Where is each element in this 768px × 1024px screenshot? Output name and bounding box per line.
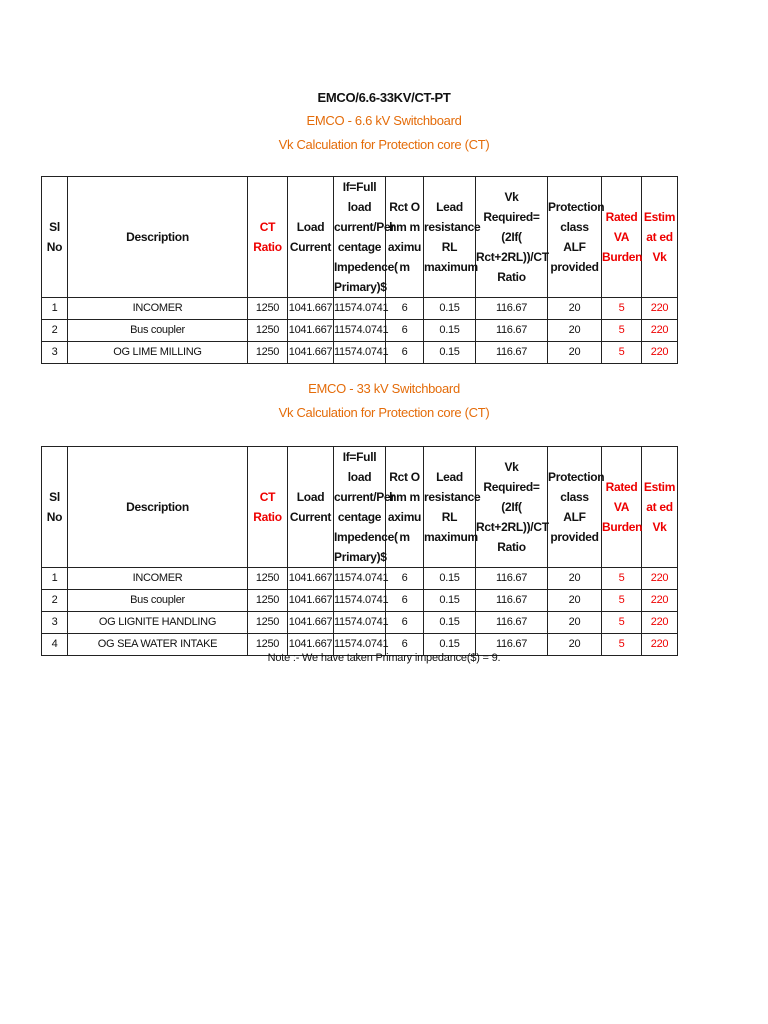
cell-full-load-current: 11574.0741 [334,568,386,590]
cell-rated-va-burden: 5 [602,342,642,364]
cell-full-load-current: 11574.0741 [334,634,386,656]
cell-ct-ratio: 1250 [248,568,288,590]
document-heading: EMCO/6.6-33KV/CT-PT [317,90,451,105]
section2-title: EMCO - 33 kV Switchboard [308,381,460,396]
section1-title: EMCO - 6.6 kV Switchboard [306,113,462,128]
cell-protection-class: 20 [548,590,602,612]
cell-lead-resistance: 0.15 [424,590,476,612]
cell-estimated-vk: 220 [642,612,678,634]
cell-rated-va-burden: 5 [602,568,642,590]
cell-full-load-current: 11574.0741 [334,590,386,612]
cell-load-current: 1041.667 [288,298,334,320]
cell-rct-ohm: 6 [386,298,424,320]
col-rated-va-burden: Rated VA Burden [602,447,642,568]
col-protection-class: Protection class ALF provided [548,447,602,568]
cell-vk-required: 116.67 [476,634,548,656]
cell-estimated-vk: 220 [642,568,678,590]
col-ct-ratio: CT Ratio [248,177,288,298]
cell-sl-no: 2 [42,320,68,342]
cell-load-current: 1041.667 [288,590,334,612]
cell-lead-resistance: 0.15 [424,612,476,634]
cell-vk-required: 116.67 [476,320,548,342]
cell-sl-no: 1 [42,298,68,320]
cell-protection-class: 20 [548,342,602,364]
cell-load-current: 1041.667 [288,634,334,656]
cell-protection-class: 20 [548,568,602,590]
col-sl-no: Sl No [42,177,68,298]
cell-estimated-vk: 220 [642,342,678,364]
cell-estimated-vk: 220 [642,634,678,656]
cell-sl-no: 3 [42,342,68,364]
cell-ct-ratio: 1250 [248,590,288,612]
cell-sl-no: 2 [42,590,68,612]
cell-vk-required: 116.67 [476,298,548,320]
table-row [42,590,678,612]
col-lead-resistance: Lead resistance RL maximum [424,177,476,298]
cell-ct-ratio: 1250 [248,320,288,342]
cell-sl-no: 3 [42,612,68,634]
cell-protection-class: 20 [548,298,602,320]
col-protection-class: Protection class ALF provided [548,177,602,298]
col-rct-ohm: Rct Ohm maximu m [386,447,424,568]
col-sl-no: Sl No [42,447,68,568]
cell-description: Bus coupler [68,590,248,612]
cell-description: OG SEA WATER INTAKE [68,634,248,656]
cell-ct-ratio: 1250 [248,612,288,634]
col-load-current: Load Current [288,447,334,568]
col-rct-ohm: Rct Ohm maximu m [386,177,424,298]
section1-subtitle: Vk Calculation for Protection core (CT) [278,137,490,152]
cell-vk-required: 116.67 [476,568,548,590]
table-row [42,298,678,320]
cell-vk-required: 116.67 [476,342,548,364]
table-row [42,342,678,364]
cell-load-current: 1041.667 [288,320,334,342]
col-vk-required: Vk Required=(2If( Rct+2RL))/CT Ratio [476,447,548,568]
cell-rct-ohm: 6 [386,320,424,342]
cell-rated-va-burden: 5 [602,298,642,320]
cell-full-load-current: 11574.0741 [334,612,386,634]
col-estimated-vk: Estimat ed Vk [642,447,678,568]
cell-rated-va-burden: 5 [602,634,642,656]
col-vk-required: Vk Required=(2If( Rct+2RL))/CT Ratio [476,177,548,298]
cell-rct-ohm: 6 [386,590,424,612]
cell-estimated-vk: 220 [642,320,678,342]
table-row [42,612,678,634]
cell-lead-resistance: 0.15 [424,320,476,342]
cell-vk-required: 116.67 [476,590,548,612]
table-row [42,320,678,342]
col-description: Description [68,177,248,298]
cell-full-load-current: 11574.0741 [334,342,386,364]
col-rated-va-burden: Rated VA Burden [602,177,642,298]
table-header-row [42,177,678,298]
cell-rct-ohm: 6 [386,634,424,656]
col-estimated-vk: Estimat ed Vk [642,177,678,298]
cell-load-current: 1041.667 [288,342,334,364]
cell-rated-va-burden: 5 [602,612,642,634]
cell-rct-ohm: 6 [386,342,424,364]
cell-description: OG LIME MILLING [68,342,248,364]
vk-table-33kv [41,446,678,656]
cell-description: Bus coupler [68,320,248,342]
cell-protection-class: 20 [548,612,602,634]
cell-description: INCOMER [68,568,248,590]
impedance-note: Note :- We have taken Primary impedance($) = 9. [267,652,501,664]
col-description: Description [68,447,248,568]
col-load-current: Load Current [288,177,334,298]
col-full-load-current: If=Full load current/Per centage Impedence( Primary)$ [334,447,386,568]
cell-load-current: 1041.667 [288,568,334,590]
cell-rated-va-burden: 5 [602,590,642,612]
section2-subtitle: Vk Calculation for Protection core (CT) [278,405,490,420]
cell-estimated-vk: 220 [642,298,678,320]
cell-estimated-vk: 220 [642,590,678,612]
col-full-load-current: If=Full load current/Per centage Impedence( Primary)$ [334,177,386,298]
cell-description: OG LIGNITE HANDLING [68,612,248,634]
cell-full-load-current: 11574.0741 [334,298,386,320]
cell-description: INCOMER [68,298,248,320]
cell-vk-required: 116.67 [476,612,548,634]
cell-lead-resistance: 0.15 [424,298,476,320]
cell-protection-class: 20 [548,320,602,342]
cell-ct-ratio: 1250 [248,634,288,656]
cell-lead-resistance: 0.15 [424,342,476,364]
cell-protection-class: 20 [548,634,602,656]
cell-sl-no: 4 [42,634,68,656]
col-ct-ratio: CT Ratio [248,447,288,568]
cell-sl-no: 1 [42,568,68,590]
cell-rct-ohm: 6 [386,568,424,590]
cell-full-load-current: 11574.0741 [334,320,386,342]
cell-lead-resistance: 0.15 [424,634,476,656]
cell-rct-ohm: 6 [386,612,424,634]
cell-rated-va-burden: 5 [602,320,642,342]
cell-ct-ratio: 1250 [248,342,288,364]
table-row [42,568,678,590]
cell-load-current: 1041.667 [288,612,334,634]
cell-lead-resistance: 0.15 [424,568,476,590]
cell-ct-ratio: 1250 [248,298,288,320]
table-header-row [42,447,678,568]
col-lead-resistance: Lead resistance RL maximum [424,447,476,568]
vk-table-6-6kv [41,176,678,364]
